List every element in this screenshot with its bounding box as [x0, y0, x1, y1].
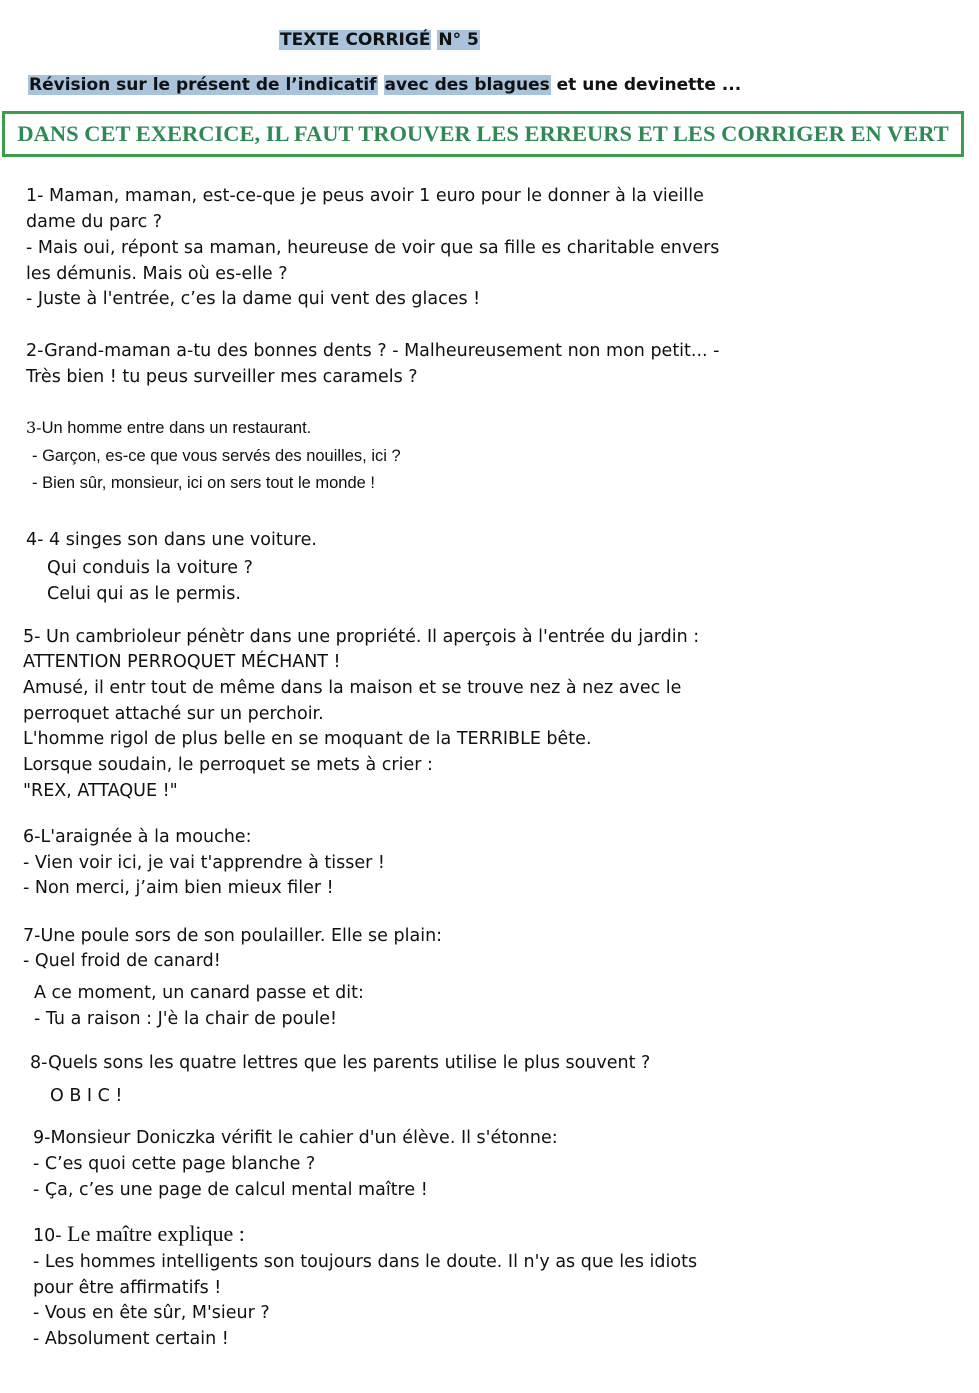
joke-7-line-4: - Tu a raison : J'è la chair de poule!	[34, 1009, 338, 1029]
joke-1-line-1: 1- Maman, maman, est-ce-que je peus avoir 1 euro pour le donner à la vieille	[26, 186, 704, 206]
joke-5-line-5: L'homme rigol de plus belle en se moquant de la TERRIBLE bête.	[23, 729, 592, 749]
joke-10-line-4: - Vous en ête sûr, M'sieur ?	[33, 1303, 270, 1323]
joke-5-line-3: Amusé, il entr tout de même dans la maison et se trouve nez à nez avec le	[23, 678, 682, 698]
joke-8-line-2: O B I C !	[50, 1086, 123, 1106]
subtitle	[28, 73, 741, 97]
joke-1-line-2: dame du parc ?	[26, 212, 163, 232]
joke-6-line-3: - Non merci, j’aim bien mieux filer !	[23, 878, 334, 898]
joke-1-line-4: les démunis. Mais où es-elle ?	[26, 264, 288, 284]
joke-3-line-2: - Garçon, es-ce que vous servés des nouilles, ici ?	[32, 447, 401, 465]
joke-5-line-6: Lorsque soudain, le perroquet se mets à crier :	[23, 755, 433, 775]
joke-9-line-1: 9-Monsieur Doniczka vérifit le cahier d'un élève. Il s'étonne:	[33, 1128, 558, 1148]
joke-6-line-2: - Vien voir ici, je vai t'apprendre à tisser !	[23, 853, 385, 873]
joke-10-line-3: pour être affirmatifs !	[33, 1278, 222, 1298]
joke-4-line-2: Qui conduis la voiture ?	[47, 558, 253, 578]
joke-7-line-1: 7-Une poule sors de son poulailler. Elle se plain:	[23, 926, 443, 946]
instruction-banner-text: DANS CET EXERCICE, IL FAUT TROUVER LES ERREURS ET LES CORRIGER EN VERT	[17, 121, 949, 146]
joke-4-line-3: Celui qui as le permis.	[47, 584, 241, 604]
joke-1-line-5: - Juste à l'entrée, c’es la dame qui vent des glaces !	[26, 289, 481, 309]
joke-1-line-3: - Mais oui, répont sa maman, heureuse de voir que sa fille es charitable envers	[26, 238, 720, 258]
joke-8-line-1: 8-Quels sons les quatre lettres que les parents utilise le plus souvent ?	[30, 1053, 651, 1073]
title-part-1: TEXTE CORRIGÉ	[280, 30, 431, 50]
title-part-2: N° 5	[438, 30, 479, 50]
joke-3-line-1	[26, 417, 311, 439]
joke-7-line-2: - Quel froid de canard!	[23, 951, 221, 971]
joke-5-line-2: ATTENTION PERROQUET MÉCHANT !	[23, 652, 341, 672]
joke-10-line-5: - Absolument certain !	[33, 1329, 229, 1349]
page-title	[279, 28, 480, 52]
joke-10-line-2: - Les hommes intelligents son toujours dans le doute. Il n'y as que les idiots	[33, 1252, 698, 1272]
joke-7-line-3: A ce moment, un canard passe et dit:	[34, 983, 364, 1003]
joke-9-line-3: - Ça, c’es une page de calcul mental maître !	[33, 1180, 428, 1200]
subtitle-part-3: et une devinette ...	[556, 75, 742, 95]
joke-3-line-1-text: Un homme entre dans un restaurant.	[41, 419, 312, 437]
joke-2-line-1: 2-Grand-maman a-tu des bonnes dents ? - Malheureusement non mon petit... -	[26, 341, 720, 361]
joke-9-line-2: - C’es quoi cette page blanche ?	[33, 1154, 316, 1174]
subtitle-part-1: Révision sur le présent de l’indicatif	[29, 75, 377, 95]
joke-10-line-1	[33, 1223, 245, 1247]
joke-6-line-1: 6-L'araignée à la mouche:	[23, 827, 252, 847]
joke-5-line-7: "REX, ATTAQUE !"	[23, 781, 178, 801]
joke-3-line-3: - Bien sûr, monsieur, ici on sers tout le monde !	[32, 474, 375, 492]
joke-3-number: 3-	[26, 418, 42, 437]
joke-10-title: Le maître explique :	[67, 1221, 245, 1246]
joke-4-line-1: 4- 4 singes son dans une voiture.	[26, 530, 317, 550]
joke-2-line-2: Très bien ! tu peus surveiller mes caramels ?	[26, 367, 418, 387]
joke-5-line-4: perroquet attaché sur un perchoir.	[23, 704, 324, 724]
joke-5-line-1: 5- Un cambrioleur pénètr dans une propriété. Il aperçois à l'entrée du jardin :	[23, 627, 700, 647]
instruction-banner	[2, 111, 964, 157]
joke-10-number: 10-	[33, 1226, 68, 1246]
subtitle-part-2: avec des blagues	[384, 75, 550, 95]
